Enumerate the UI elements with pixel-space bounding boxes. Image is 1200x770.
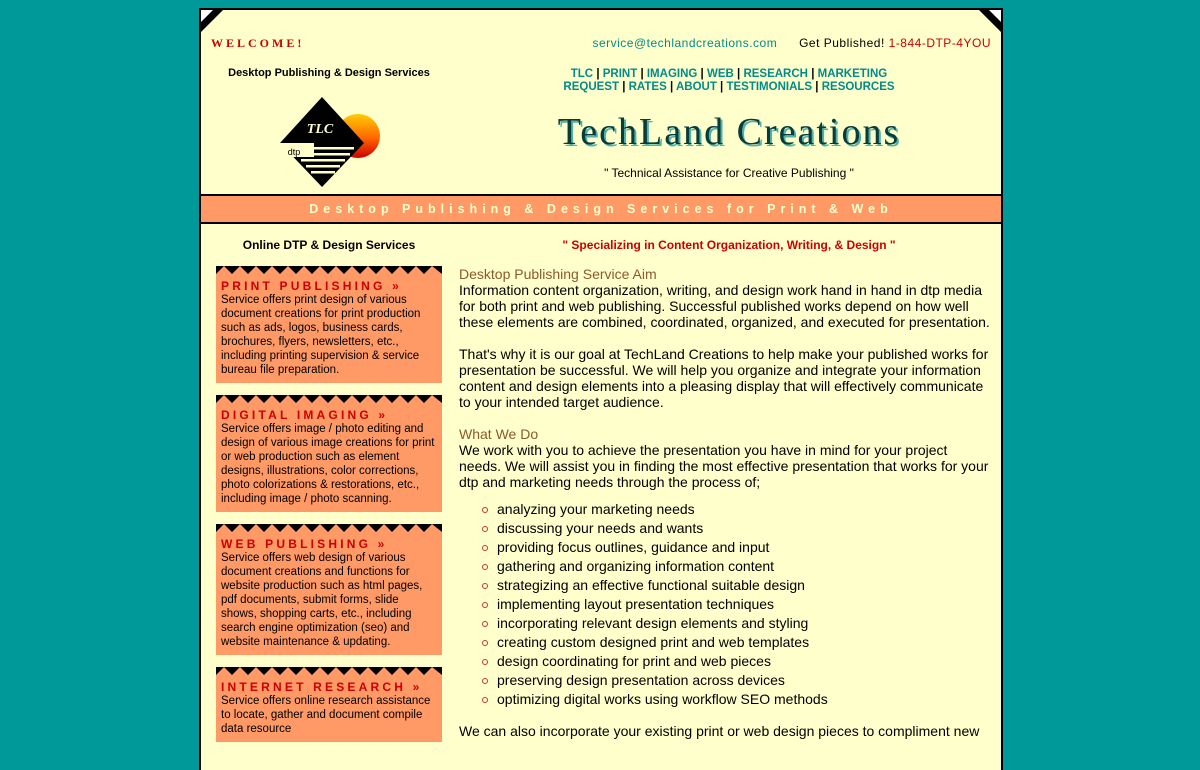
corner-ornament-left-icon: [201, 10, 223, 32]
nav-link-about[interactable]: ABOUT: [675, 81, 717, 93]
list-item: implementing layout presentation techniques: [497, 595, 991, 614]
what-we-do-paragraph: We work with you to achieve the presentation you have in mind for your project needs. We will assist you in finding the most effective presentation that works for your dtp and marketing needs through the process of;: [459, 442, 989, 490]
list-item: design coordinating for print and web pieces: [497, 652, 991, 671]
dtp-tagline: Desktop Publishing & Design Services: [228, 67, 430, 79]
service-desc-print: Service offers print design of various document creations for print production such as ads, logos, business cards, brochures, flyers, newsletters, etc., including printing supervision & service bureau file preparation.: [221, 294, 421, 376]
nav-link-imaging[interactable]: IMAGING: [646, 68, 698, 80]
nav-separator: |: [815, 81, 819, 93]
nav-link-marketing[interactable]: MARKETING: [817, 68, 888, 80]
logo-text: TLC: [306, 122, 334, 137]
email-link[interactable]: service@techlandcreations.com: [592, 36, 778, 50]
nav-link-tlc[interactable]: TLC: [570, 68, 594, 80]
nav-separator: |: [640, 68, 644, 80]
service-title-web[interactable]: WEB PUBLISHING »: [221, 537, 388, 551]
nav-row-1: [521, 68, 937, 81]
nav-link-resources[interactable]: RESOURCES: [821, 81, 895, 93]
list-item: creating custom designed print and web templates: [497, 633, 991, 652]
zigzag-border-icon: [216, 395, 442, 403]
zigzag-border-icon: [216, 266, 442, 274]
service-desc-web: Service offers web design of various document creations and functions for website production such as html pages, pdf documents, submit forms, slide shows, shopping carts, etc., including search engine optimization (seo) and website maintenance & updating.: [221, 552, 423, 648]
page-container: [199, 8, 1003, 770]
contact-bar: [592, 36, 991, 50]
service-title-research[interactable]: INTERNET RESEARCH »: [221, 680, 423, 694]
service-card-imaging[interactable]: [216, 395, 442, 512]
main-content: [459, 266, 991, 755]
list-item: incorporating relevant design elements and styling: [497, 614, 991, 633]
specializing-heading: " Specializing in Content Organization, Writing, & Design ": [562, 238, 896, 252]
service-card-web[interactable]: [216, 524, 442, 655]
services-banner: Desktop Publishing & Design Services for Print & Web: [201, 194, 1001, 224]
nav-separator: |: [596, 68, 600, 80]
logo-subtext: dtp: [287, 147, 301, 157]
list-item: gathering and organizing information content: [497, 557, 991, 576]
service-title-print[interactable]: PRINT PUBLISHING »: [221, 279, 402, 293]
list-item: strategizing an effective functional suitable design: [497, 576, 991, 595]
service-desc-research: Service offers online research assistance to locate, gather and document compile data resource: [221, 695, 431, 735]
nav-separator: |: [669, 81, 674, 93]
process-list: [459, 500, 991, 709]
service-title-imaging[interactable]: DIGITAL IMAGING »: [221, 408, 389, 422]
what-we-do-heading: What We Do: [459, 426, 539, 442]
service-desc-imaging: Service offers image / photo editing and design of various image creations for print or web production such as element designs, illustrations, color corrections, photo colorizations & restorations, etc., including image / photo scanning.: [221, 423, 435, 505]
nav-separator: |: [700, 68, 704, 80]
nav-link-research[interactable]: RESEARCH: [743, 68, 808, 80]
aim-heading: Desktop Publishing Service Aim: [459, 266, 657, 282]
aim-paragraph-2: That's why it is our goal at TechLand Creations to help make your published works for presentation be successful. We will help you organize and integrate your information content and design elements into a pleasing display that will effectively communicate to your intended target audience.: [459, 346, 989, 410]
welcome-text: WELCOME!: [211, 36, 305, 50]
list-item: optimizing digital works using workflow SEO methods: [497, 690, 991, 709]
brand-tagline: " Technical Assistance for Creative Publishing ": [604, 166, 854, 180]
top-navigation: [521, 68, 937, 94]
zigzag-border-icon: [216, 524, 442, 532]
aim-paragraph-1: Information content organization, writing, and design work hand in hand in dtp media for both print and web publishing. Successful published works depend on how well these elements are combined, coordinated, organized, and executed for presentation.: [459, 282, 990, 330]
nav-link-print[interactable]: PRINT: [602, 68, 638, 80]
nav-link-web[interactable]: WEB: [706, 68, 734, 80]
get-published-label: Get Published!: [799, 36, 885, 50]
phone-number[interactable]: 1-844-DTP-4YOU: [888, 36, 991, 50]
nav-row-2: [521, 81, 937, 94]
brand-title: TechLand Creations: [557, 111, 901, 153]
left-column-title: Online DTP & Design Services: [242, 238, 416, 252]
nav-link-rates[interactable]: RATES: [628, 81, 667, 93]
list-item: discussing your needs and wants: [497, 519, 991, 538]
service-card-print[interactable]: [216, 266, 442, 383]
zigzag-border-icon: [216, 667, 442, 675]
corner-ornament-right-icon: [979, 10, 1001, 32]
list-item: preserving design presentation across devices: [497, 671, 991, 690]
nav-link-request[interactable]: REQUEST: [563, 81, 619, 93]
nav-separator: |: [737, 68, 741, 80]
service-card-research[interactable]: [216, 667, 442, 742]
nav-separator: |: [720, 81, 724, 93]
tlc-logo[interactable]: [278, 96, 384, 195]
list-item: analyzing your marketing needs: [497, 500, 991, 519]
list-item: providing focus outlines, guidance and input: [497, 538, 991, 557]
nav-link-testimonials[interactable]: TESTIMONIALS: [726, 81, 813, 93]
nav-separator: |: [811, 68, 815, 80]
closing-paragraph: We can also incorporate your existing print or web design pieces to compliment new: [459, 723, 980, 739]
nav-separator: |: [622, 81, 626, 93]
